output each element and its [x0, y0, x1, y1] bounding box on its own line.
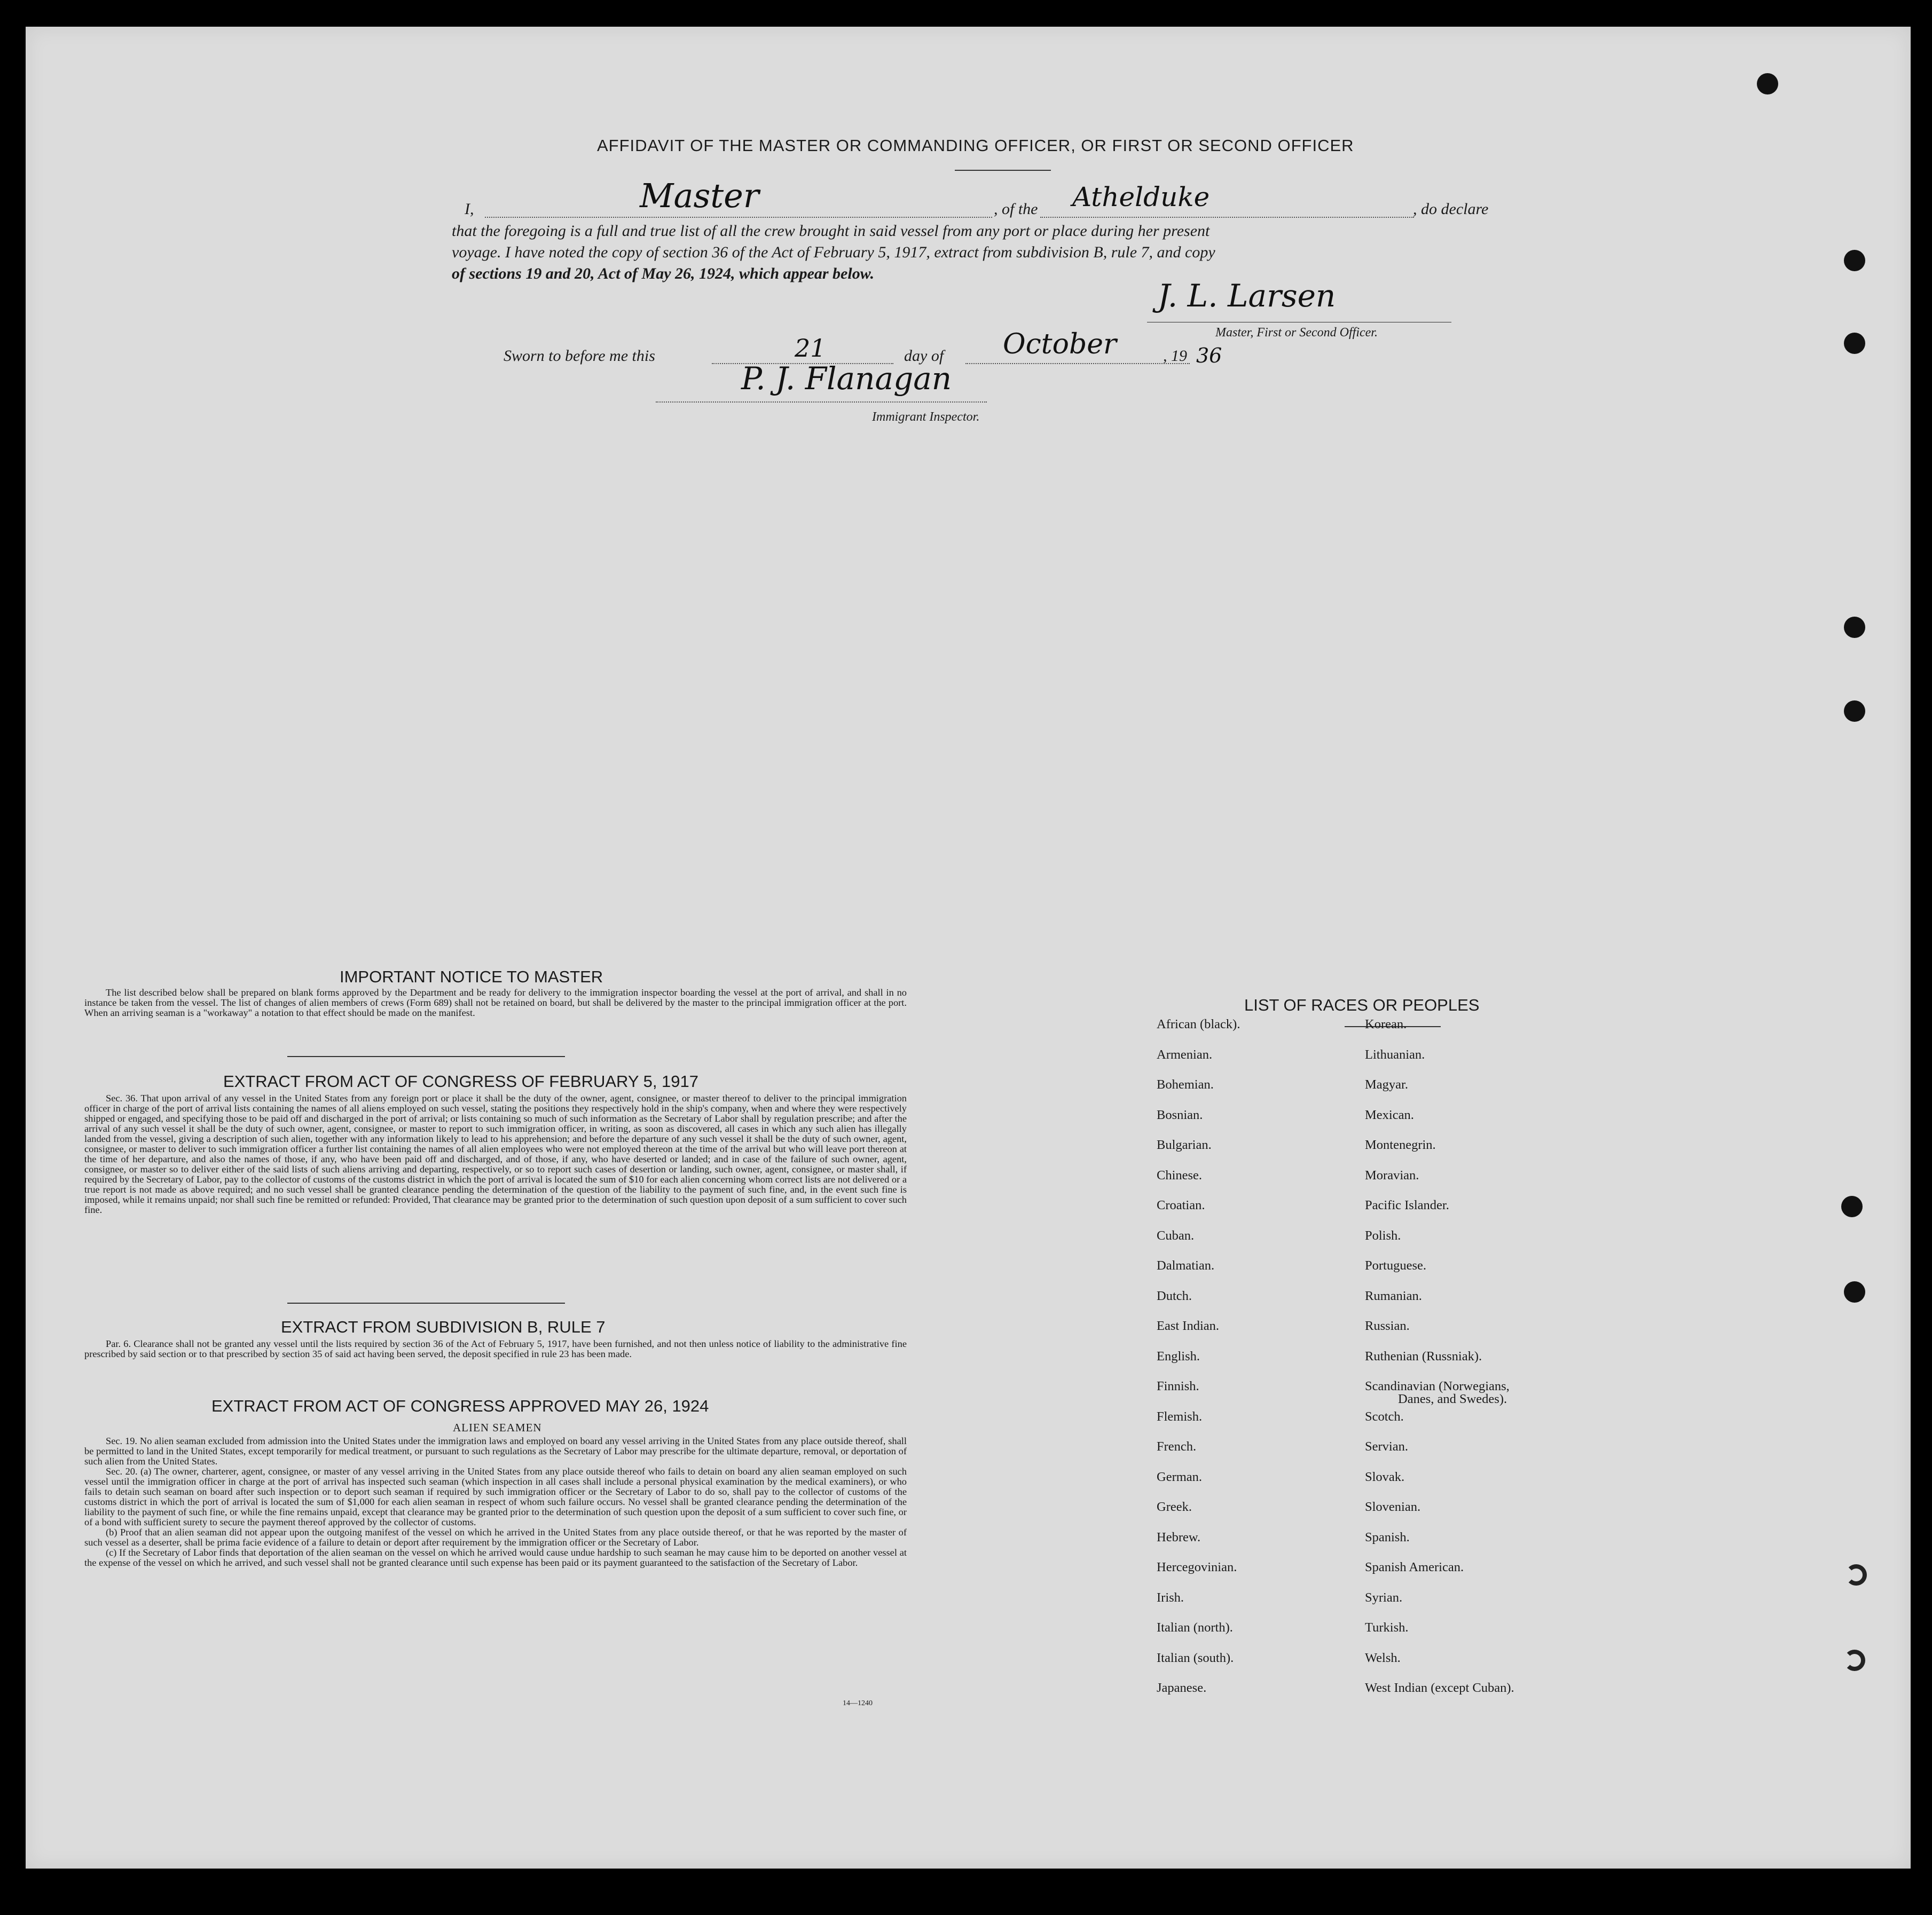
race-item: Dalmatian. — [1157, 1258, 1215, 1273]
race-item: Italian (north). — [1157, 1620, 1233, 1635]
races-title: LIST OF RACES OR PEOPLES — [1244, 996, 1480, 1014]
punch-hole — [1841, 1196, 1863, 1217]
race-item: East Indian. — [1157, 1319, 1220, 1333]
year-prefix: , 19 — [1163, 347, 1187, 365]
inspector-line — [656, 401, 987, 403]
divider — [287, 1056, 565, 1057]
sec19-paragraph: Sec. 19. No alien seaman excluded from admission into the United States under the immigration laws and employed on board any vessel arriving in the United States from any place outside thereof, shall be permitted to land in the United States, except temporarily for medical treatment, or pursuant to such regulations as the Secretary of Labor may prescribe for the ultimate departure, removal, or deportation of such alien from the United States. — [84, 1436, 907, 1467]
race-item: Welsh. — [1365, 1650, 1401, 1665]
affidavit-line-1: that the foregoing is a full and true list of all the crew brought in said vessel from any port or place during her present — [452, 222, 1210, 240]
punch-hole — [1844, 700, 1865, 722]
notice-text — [84, 988, 907, 1018]
race-item: Syrian. — [1365, 1590, 1403, 1605]
race-item: Russian. — [1365, 1319, 1410, 1333]
extract-rule7-title: EXTRACT FROM SUBDIVISION B, RULE 7 — [281, 1318, 606, 1336]
race-item: Polish. — [1365, 1228, 1401, 1243]
divider — [287, 1303, 565, 1304]
affidavit-title: AFFIDAVIT OF THE MASTER OR COMMANDING OFFICER, OR FIRST OR SECOND OFFICER — [597, 136, 1354, 155]
race-item: French. — [1157, 1439, 1197, 1454]
sec20c-paragraph: (c) If the Secretary of Labor finds that deportation of the alien seaman on the vessel on which he arrived would cause undue hardship to such seaman he may cause him to be deported on another vessel at the expense of the vessel on which he arrived, and such vessel shall not be granted clearance until such expense has been paid or its payment guaranteed to the satisfaction of the Secretary of Labor. — [84, 1547, 907, 1568]
race-item: Slovak. — [1365, 1469, 1405, 1484]
punch-hole — [1845, 1564, 1867, 1586]
race-item: Hercegovinian. — [1157, 1560, 1237, 1574]
punch-hole — [1844, 333, 1865, 354]
month-handwritten: October — [1003, 328, 1117, 360]
race-item: Hebrew. — [1157, 1530, 1201, 1544]
race-item: West Indian (except Cuban). — [1365, 1681, 1514, 1695]
alien-seamen-subtitle: ALIEN SEAMEN — [453, 1421, 542, 1434]
punch-hole — [1757, 73, 1778, 94]
extract-1924-text — [84, 1436, 907, 1568]
race-item: Irish. — [1157, 1590, 1184, 1605]
race-item: Portuguese. — [1365, 1258, 1426, 1273]
race-item: Mexican. — [1365, 1107, 1414, 1122]
officer-signature: J. L. Larsen — [1158, 278, 1336, 314]
race-item: Spanish American. — [1365, 1560, 1464, 1574]
document-page — [26, 27, 1911, 1869]
of-the-label: , of the — [994, 200, 1038, 218]
form-number: 14—1240 — [843, 1699, 873, 1707]
race-item: Lithuanian. — [1365, 1047, 1425, 1062]
race-item: Ruthenian (Russniak). — [1365, 1349, 1482, 1364]
race-item: Rumanian. — [1365, 1288, 1422, 1303]
race-item: Croatian. — [1157, 1198, 1205, 1212]
affidavit-line-2: voyage. I have noted the copy of section 36 of the Act of February 5, 1917, extract from subdivision B, rule 7, and copy — [452, 243, 1215, 261]
day-handwritten: 21 — [795, 334, 826, 362]
notice-title: IMPORTANT NOTICE TO MASTER — [340, 967, 603, 986]
extract-1917-text — [84, 1093, 907, 1215]
punch-hole — [1844, 250, 1865, 271]
vessel-handwritten: Athelduke — [1072, 182, 1210, 212]
notice-paragraph: The list described below shall be prepared on blank forms approved by the Department and be ready for delivery to the immigration inspector boarding the vessel at the port of arrival, and shall in no instance be taken from the vessel. The list of changes of alien members of crews (Form 689) shall not be retained on board, but shall be delivered by the master to the principal immigration officer at the port. When an arriving seaman is a "workaway" a notation to that effect should be made on the manifest. — [84, 987, 907, 1018]
race-item: Scotch. — [1365, 1409, 1404, 1424]
race-item: German. — [1157, 1469, 1203, 1484]
race-item: Cuban. — [1157, 1228, 1195, 1243]
race-item: English. — [1157, 1349, 1200, 1364]
race-item: Dutch. — [1157, 1288, 1192, 1303]
race-item: Bosnian. — [1157, 1107, 1203, 1122]
race-item: Slovenian. — [1365, 1500, 1421, 1514]
officer-caption: Master, First or Second Officer. — [1215, 326, 1378, 340]
race-item: Montenegrin. — [1365, 1138, 1436, 1152]
extract-1917-title: EXTRACT FROM ACT OF CONGRESS OF FEBRUARY 5, 1917 — [223, 1072, 699, 1091]
inspector-caption: Immigrant Inspector. — [872, 410, 980, 424]
do-declare-label: , do declare — [1413, 200, 1489, 218]
race-item: Magyar. — [1365, 1077, 1408, 1092]
extract-1924-title: EXTRACT FROM ACT OF CONGRESS APPROVED MAY 26, 1924 — [211, 1397, 709, 1415]
race-item: Chinese. — [1157, 1168, 1203, 1183]
vessel-field-line — [1040, 217, 1414, 218]
race-item: Pacific Islander. — [1365, 1198, 1449, 1212]
race-item: Danes, and Swedes). — [1398, 1392, 1507, 1406]
sec20a-paragraph: Sec. 20. (a) The owner, charterer, agent, consignee, or master of any vessel arriving in the United States from any place outside thereof who fails to detain on board any alien seaman employed on such vessel until the immigration officer in charge at the port of arrival has inspected such seaman (which inspection in all cases shall include a personal physical examination by the medical examiners), or who fails to detain such seaman on board after such inspection or to deport such seaman if required by such immigration officer or the Secretary of Labor to do so, shall pay to the collector of customs of the customs district in which the port of arrival is located the sum of $1,000 for each alien seaman in respect of whom such failure occurs. No vessel shall be granted clearance pending the determination of the liability to the payment of such fine, or while the fine remains unpaid, except that clearance may be granted prior to the determination of such question upon the deposit of a sum sufficient to cover such fine, or of a bond with sufficient surety to secure the payment thereof approved by the collector of customs. — [84, 1466, 907, 1527]
race-item: Servian. — [1365, 1439, 1408, 1454]
race-item: Moravian. — [1365, 1168, 1419, 1183]
race-item: Armenian. — [1157, 1047, 1213, 1062]
punch-hole — [1844, 1281, 1865, 1303]
punch-hole — [1844, 1650, 1865, 1671]
sec20b-paragraph: (b) Proof that an alien seaman did not appear upon the outgoing manifest of the vessel on which he arrived in the United States from any place outside thereof, or that he was reported by the master of such vessel as a deserter, shall be prima facie evidence of a failure to detain or deport after requirement by the immigration officer or the Secretary of Labor. — [84, 1527, 907, 1548]
race-item: Flemish. — [1157, 1409, 1203, 1424]
officer-handwritten: Master — [640, 176, 759, 215]
race-item: Bulgarian. — [1157, 1138, 1212, 1152]
day-of-label: day of — [904, 347, 944, 365]
inspector-signature: P. J. Flanagan — [741, 360, 952, 397]
punch-hole — [1844, 617, 1865, 638]
race-item: Korean. — [1365, 1017, 1407, 1031]
race-item: Greek. — [1157, 1500, 1192, 1514]
race-item: Turkish. — [1365, 1620, 1409, 1635]
affidavit-line-3: of sections 19 and 20, Act of May 26, 1924, which appear below. — [452, 265, 875, 282]
race-item: African (black). — [1157, 1017, 1240, 1031]
race-item: Spanish. — [1365, 1530, 1410, 1544]
divider — [955, 170, 1051, 171]
race-item: Bohemian. — [1157, 1077, 1214, 1092]
i-label: I, — [465, 200, 474, 218]
sec36-paragraph: Sec. 36. That upon arrival of any vessel in the United States from any foreign port or place it shall be the duty of the owner, agent, consignee, or master thereof to deliver to the principal immigration officer in charge of the port of arrival lists containing the names of all aliens employed on such vessel, stating the positions they respectively hold in the ship's company, when and where they were respectively shipped or engaged, and specifying those to be paid off and discharged in the port of arrival; or lists containing so much of such information as the Secretary of Labor shall by regulation prescribe; and after the arrival of any such vessel it shall be the duty of such owner, agent, consignee, or master to report to such immigration officer, in writing, as soon as discovered, all cases in which any such alien has illegally landed from the vessel, giving a description of such alien, together with any information likely to lead to his apprehension; and before the departure of any such vessel it shall be the duty of such owner, agent, consignee, or master to deliver to such immigration officer a further list containing the names of all alien employees who were not employed thereon at the time of the arrival but who will leave port thereon at the time of her departure, and also the names of those, if any, who have been paid off and discharged, and of those, if any, who have deserted or landed; and in case of the failure of such owner, agent, consignee, or master so to deliver either of the said lists of such aliens arriving and departing, respectively, or so to report such cases of desertion or landing, such owner, agent, consignee, or master shall, if required by the Secretary of Labor, pay to the collector of customs of the customs district in which the port of arrival is located the sum of $10 for each alien concerning whom correct lists are not delivered or a true report is not made as above required; and no such vessel shall be granted clearance pending the determination of the question of the liability to the payment of such fine, and, in the event such fine is imposed, while it remains unpaid; nor shall such fine be remitted or refunded: Provided, That clearance may be granted prior to the determination of such question upon deposit of a sum sufficient to cover such fine. — [84, 1093, 907, 1215]
race-item: Italian (south). — [1157, 1650, 1234, 1665]
race-item: Scandinavian (Norwegians, — [1365, 1379, 1510, 1393]
par6-paragraph: Par. 6. Clearance shall not be granted any vessel until the lists required by section 36 of the Act of February 5, 1917, have been furnished, and not then unless notice of liability to the administrative fine prescribed by said section or to that prescribed by section 35 of said act having been served, the deposit specified in rule 23 has been made. — [84, 1338, 907, 1359]
sworn-label: Sworn to before me this — [504, 347, 655, 365]
extract-rule7-text — [84, 1339, 907, 1359]
race-item: Japanese. — [1157, 1681, 1207, 1695]
race-item: Finnish. — [1157, 1379, 1199, 1393]
year-handwritten: 36 — [1196, 344, 1222, 367]
officer-field-line — [485, 217, 992, 218]
month-field-line — [965, 363, 1190, 364]
